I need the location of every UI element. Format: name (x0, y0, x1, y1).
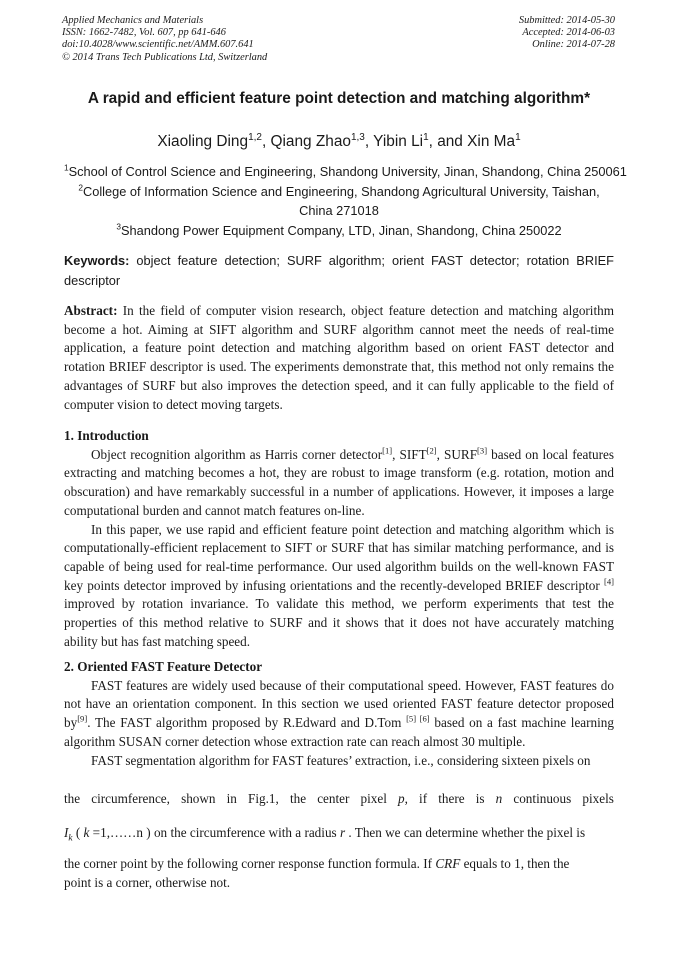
math-variable: CRF (435, 856, 461, 871)
keywords-label: Keywords: (64, 253, 130, 268)
text-run: Object recognition algorithm as Harris corner detector (91, 446, 383, 462)
citation: [9] (77, 713, 88, 724)
math-variable: p (398, 791, 405, 806)
submission-dates (519, 15, 615, 52)
citation: [3] (477, 445, 488, 456)
affiliation-marker: 1 (64, 162, 69, 173)
section-heading: 2. Oriented FAST Feature Detector (64, 659, 263, 674)
affiliation-2 (64, 182, 614, 221)
text-run: . Then we can determine whether the pixel is (345, 825, 586, 840)
paragraph-line: point is a corner, otherwise not. (64, 874, 231, 890)
abstract-text: In the field of computer vision research, object feature detection and matching algorithm become a hot. Aiming at SIFT algorithm and SURF algorithm cannot meet the needs of real-time application, a feature point detection and matching algorithm based on orient FAST detector and rotation BRIEF descriptor is used. The experiments demonstrate that, this method not only remains the advantages of SURF but also improves the detection speed, and it can fully applicable to the field of computer vision to detect moving targets. (64, 303, 614, 412)
section-heading: 1. Introduction (64, 428, 149, 443)
word: shown (181, 791, 216, 806)
text-run: , SIFT (392, 446, 427, 462)
paragraph-line-math (64, 855, 614, 892)
affiliation-1 (64, 162, 627, 182)
affiliation-text: School of Control Science and Engineering, Shandong University, Jinan, Shandong, China 250061 (68, 164, 627, 179)
author-separator: , (261, 133, 271, 150)
text-run: the corner point by the following corner response function formula. If (64, 856, 436, 871)
author-affiliation-marker: 1 (515, 131, 521, 143)
word: if (419, 791, 428, 806)
author-affiliation-marker: 1,3 (350, 131, 365, 143)
author-affiliation-marker: 1 (423, 131, 429, 143)
text-run: based on local features extracting and matching becomes a hot, they are robust to image transform (e.g. rotation, motion and obscuration) and have remarkably successful in a number of applications. However, it imposes a large computational burden and cannot match features on-line. (64, 446, 614, 518)
section-introduction (64, 427, 614, 651)
affiliation-text: College of Information Science and Engineering, Shandong Agricultural University, Taishan, China 271018 (82, 183, 600, 218)
word: pixels (582, 791, 614, 806)
abstract (64, 302, 614, 414)
word: center (317, 791, 350, 806)
word: continuous (513, 791, 572, 806)
author-affiliation-marker: 1,2 (248, 131, 262, 143)
paragraph (64, 677, 614, 752)
journal-copyright: © 2014 Trans Tech Publications Ltd, Switzerland (62, 51, 268, 63)
text-run: =1,……n ) on the circumference with a radius (89, 825, 340, 840)
author-name: Xin Ma (467, 133, 516, 150)
math-variable: I (64, 825, 69, 840)
text-run: FAST features are widely used because of their computational speed. However, FAST features do not have an orientation component. In this section we used oriented FAST feature detector proposed by (64, 677, 614, 731)
author-separator: , (364, 133, 374, 150)
author-name: Xiaoling Ding (157, 133, 249, 150)
text-run: equals to 1, then the (460, 856, 570, 871)
paragraph-line-justified (64, 791, 614, 807)
online-date: Online: 2014-07-28 (532, 39, 615, 51)
paragraph-line: FAST segmentation algorithm for FAST features’ extraction, i.e., considering sixteen pixels on (91, 752, 591, 768)
affiliation-3 (64, 221, 614, 241)
abstract-label: Abstract: (64, 303, 118, 318)
text-run: In this paper, we use rapid and efficient feature point detection and matching algorithm which is computationally-efficient replacement to SIFT or SURF that has similar matching performance, and is capable of being used for real-time performance. Our used algorithm builds on the well-known FAST key points detector improved by infusing orientations and the recently-developed BRIEF descriptor (64, 521, 614, 593)
affiliation-text: Shandong Power Equipment Company, LTD, Jinan, Shandong, China 250022 (121, 222, 562, 238)
word: , (404, 791, 408, 806)
math-variable: n (495, 791, 503, 806)
citation: [5] [6] (406, 713, 430, 724)
math-variable: r (339, 825, 346, 840)
word: is (475, 791, 485, 806)
keywords (64, 251, 614, 290)
journal-info (62, 15, 267, 64)
author-list (0, 133, 678, 151)
word: Fig.1, (248, 791, 279, 806)
text-run: ( (72, 825, 84, 840)
accepted-date: Accepted: 2014-06-03 (522, 27, 615, 39)
paper-title: A rapid and efficient feature point detection and matching algorithm* (87, 90, 591, 107)
citation: [2] (426, 445, 437, 456)
submitted-date: Submitted: 2014-05-30 (518, 15, 615, 26)
keywords-text: object feature detection; SURF algorithm; orient FAST detector; rotation BRIEF descriptor (64, 253, 614, 288)
affiliations (64, 162, 627, 240)
author-separator: , and (428, 133, 468, 150)
paragraph (64, 521, 614, 652)
word: there (438, 791, 465, 806)
affiliation-marker: 2 (78, 182, 83, 193)
text-run: improved by rotation invariance. To validate this method, we perform experiments that test the properties of this method relative to SURF and it shows that it does not have accurately matching ability but has fast matching speed. (64, 596, 614, 649)
journal-issn: ISSN: 1662-7482, Vol. 607, pp 641-646 (62, 27, 226, 39)
section-oriented-fast (64, 658, 614, 770)
word: the (289, 791, 307, 806)
word: circumference, (91, 791, 170, 806)
paragraph-line-math (64, 825, 614, 843)
author-name: Yibin Li (373, 133, 424, 150)
word: the (64, 791, 81, 806)
math-variable: k (83, 825, 90, 840)
affiliation-marker: 3 (116, 221, 121, 232)
journal-doi: doi:10.4028/www.scientific.net/AMM.607.641 (62, 39, 254, 51)
word: in (226, 791, 237, 806)
text-run: , SURF (436, 446, 478, 462)
text-run: . The FAST algorithm proposed by R.Edward and D.Tom (87, 715, 407, 731)
citation: [1] (382, 445, 393, 456)
math-subscript: k (68, 832, 73, 843)
text-run: based on a fast machine learning algorithm SUSAN corner detection whose extraction rate can reach almost 30 multiple. (64, 715, 614, 749)
journal-name: Applied Mechanics and Materials (62, 15, 204, 26)
citation: [4] (603, 576, 614, 587)
author-name: Qiang Zhao (270, 133, 351, 150)
paragraph (64, 446, 614, 521)
word: pixel (360, 791, 387, 806)
